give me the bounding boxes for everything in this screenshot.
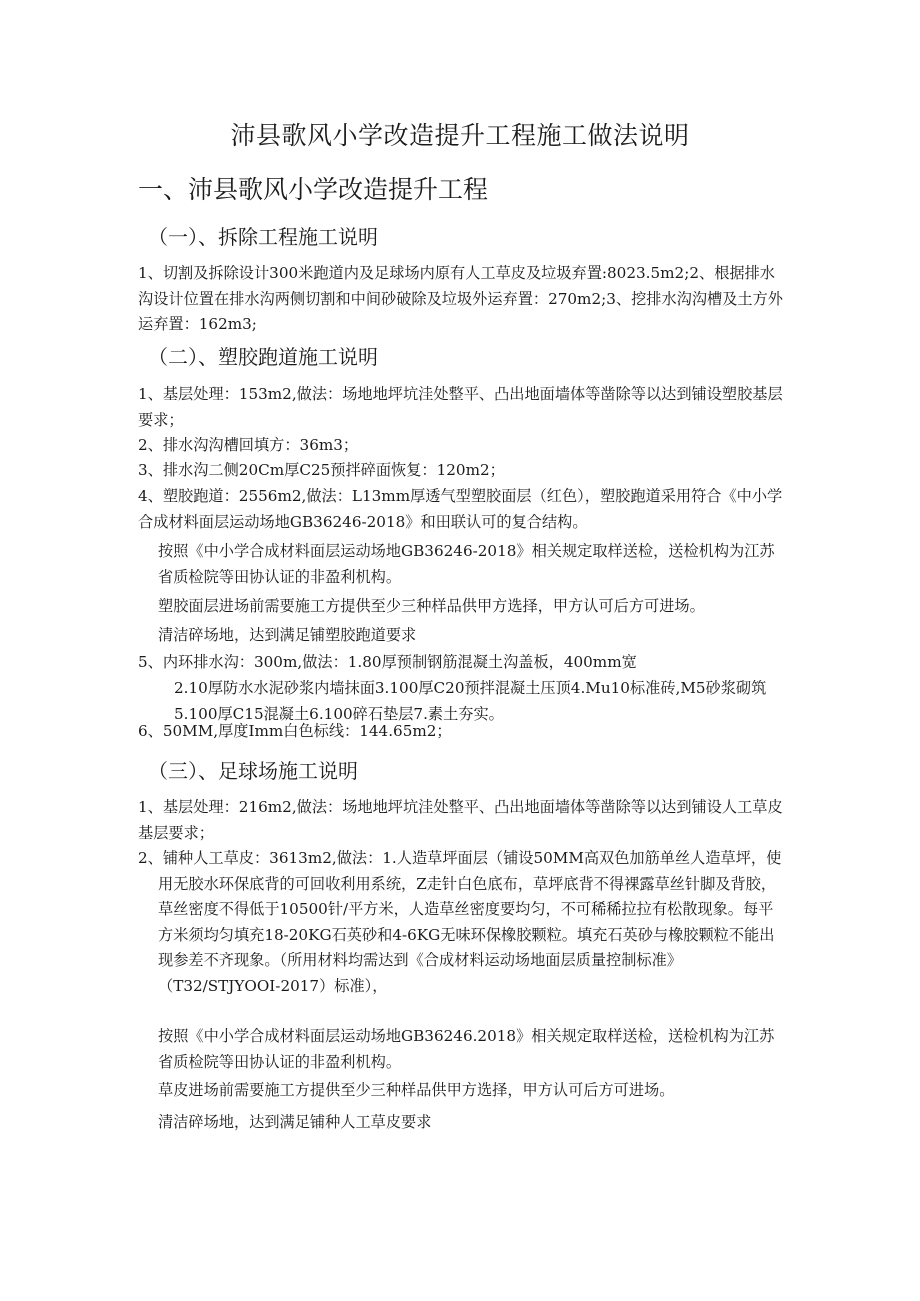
section-heading-demolition: （一）、拆除工程施工说明 <box>148 225 378 249</box>
paragraph: 塑胶面层进场前需要施工方提供至少三种样品供甲方选择，甲方认可后方可进场。 <box>158 597 705 615</box>
paragraph: 草皮进场前需要施工方提供至少三种样品供甲方选择，甲方认可后方可进场。 <box>158 1081 675 1099</box>
paragraph: 4、塑胶跑道：2556m2,做法：L13mm厚透气型塑胶面层（红色），塑胶跑道采用符合《中小学合成材料面层运动场地GB36246-2018》和田联认可的复合结构。 <box>138 487 783 531</box>
paragraph: 5、内环排水沟：300m,做法：1.80厚预制钢筋混凝土沟盖板，400mm宽 <box>138 653 637 671</box>
document-title: 沛县歌风小学改造提升工程施工做法说明 <box>230 121 690 150</box>
section-heading-running-track: （二）、塑胶跑道施工说明 <box>148 345 378 369</box>
paragraph: 按照《中小学合成材料面层运动场地GB36246-2018》相关规定取样送检，送检机构为江苏省质检院等田协认证的非盈利机构。 <box>158 542 775 586</box>
paragraph: 6、50MM,厚度Imm白色标线：144.65m2； <box>138 722 452 740</box>
paragraph: 按照《中小学合成材料面层运动场地GB36246.2018》相关规定取样送检，送检机构为江苏省质检院等田协认证的非盈利机构。 <box>158 1027 775 1071</box>
paragraph: 2、铺种人工草皮：3613m2,做法：1.人造草坪面层（铺设50MM高双色加筋单丝人造草坪，使用无胶水环保底背的可回收利用系统，Z走针白色底布，草坪底背不得裸露草丝针脚及背胶，草丝密度不得低于10500针/平方米，人造草丝密度要均匀，不可稀稀拉拉有松散现象。每平方米须均匀填充18-20KG石英砂和4-6KG无味环保橡胶颗粒。填充石英砂与橡胶颗粒不能出现参差不齐现象。（所用材料均需达到《合成材料运动场地面层质量控制标准》（T32/STJYOOI-2017）标准）， <box>138 849 782 995</box>
paragraph: 1、基层处理：153m2,做法：场地地坪坑洼处整平、凸出地面墙体等凿除等以达到铺设塑胶基层要求； <box>138 385 783 429</box>
section-heading-football-field: （三）、足球场施工说明 <box>148 759 358 783</box>
paragraph: 2.10厚防水水泥砂浆内墙抹面3.100厚C20预拌混凝土压顶4.Mu10标准砖,M5砂浆砌筑5.100厚C15混凝土6.100碎石垫层7.素土夯实。 <box>174 679 767 723</box>
paragraph: 清洁碎场地，达到满足铺塑胶跑道要求 <box>158 626 417 644</box>
paragraph: 3、排水沟二侧20Cm厚C25预拌碎面恢复：120m2； <box>138 461 505 479</box>
heading-level-1: 一、沛县歌风小学改造提升工程 <box>138 175 489 204</box>
paragraph: 清洁碎场地，达到满足铺种人工草皮要求 <box>158 1113 432 1131</box>
paragraph: 2、排水沟沟槽回填方：36m3； <box>138 436 359 454</box>
paragraph: 1、切割及拆除设计300米跑道内及足球场内原有人工草皮及垃圾弃置:8023.5m2;2、根据排水沟设计位置在排水沟两侧切割和中间砂破除及垃圾外运弃置：270m2;3、挖排水沟沟槽及土方外运弃置：162m3; <box>138 264 783 333</box>
paragraph: 1、基层处理：216m2,做法：场地地坪坑洼处整平、凸出地面墙体等凿除等以达到铺设人工草皮基层要求； <box>138 798 783 842</box>
